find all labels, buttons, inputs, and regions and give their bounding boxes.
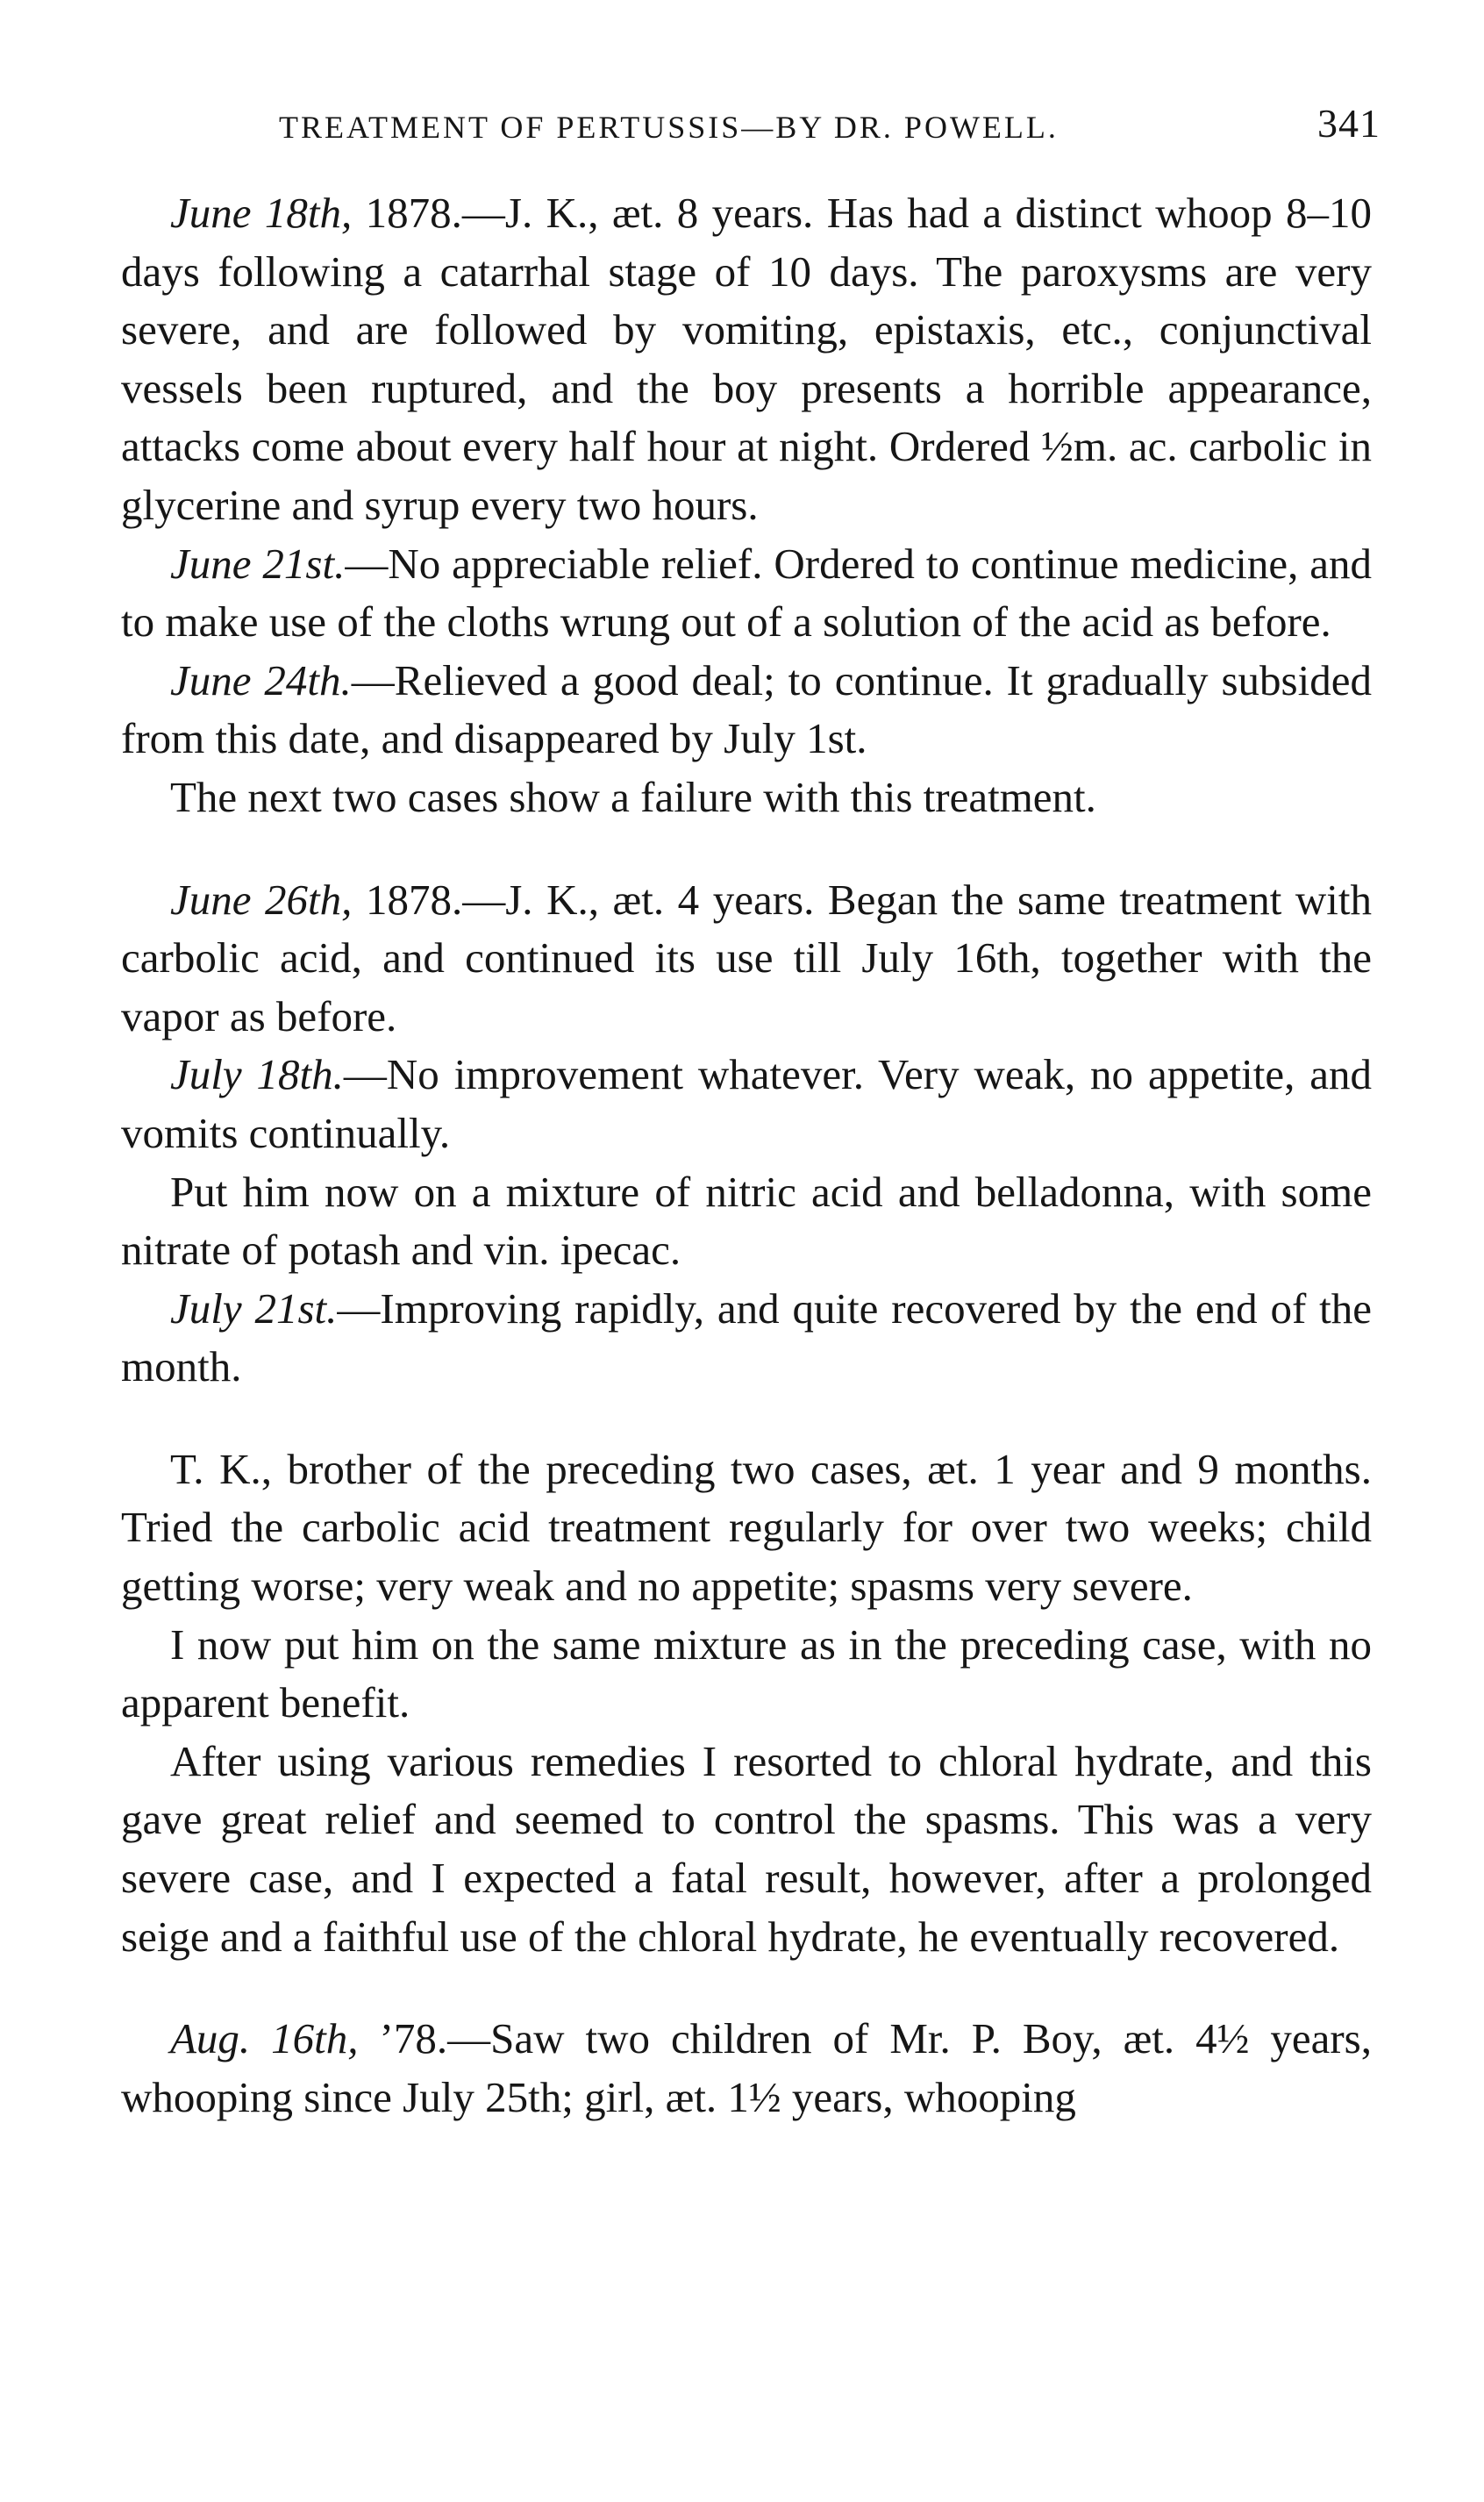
entry-text: —Relieved a good deal; to continue. It gradually subsided from this date, and disappeared by July 1st. [121, 655, 1372, 763]
entry-text: —No appreciable relief. Ordered to continue medicine, and to make use of the cloths wrung out of a solution of the acid as before. [121, 539, 1372, 647]
running-title: TREATMENT OF PERTUSSIS—BY DR. POWELL. [279, 110, 1059, 145]
entry-text: I now put him on the same mixture as in the preceding case, with no apparent benefit. [121, 1619, 1372, 1727]
entry-date: June 26th, [170, 875, 353, 924]
entry-text: 1878.—J. K., æt. 4 years. Began the same treatment with carbolic acid, and continued its use till July 16th, together with the vapor as before. [121, 875, 1372, 1040]
page-header [119, 98, 1382, 160]
paragraph-case-1-june-21 [121, 535, 1372, 652]
page-number: 341 [1317, 101, 1381, 146]
entry-text: —No improvement whatever. Very weak, no appetite, and vomits continually. [121, 1050, 1372, 1157]
paragraph-case-2-mixture [121, 1163, 1372, 1280]
entry-text: After using various remedies I resorted to chloral hydrate, and this gave great relief and seemed to control the spasms. This was a very severe case, and I expected a fatal result, however, after a prolonged seige and a faithful use of the chloral hydrate, he eventually recovered. [121, 1736, 1372, 1961]
paragraph-case-1-june-18 [121, 184, 1372, 535]
paragraph-case-3-chloral [121, 1733, 1372, 1966]
entry-date: June 24th. [170, 655, 352, 704]
entry-text: T. K., brother of the preceding two cases, æt. 1 year and 9 months. Tried the carbolic acid treatment regularly for over two weeks; child getting worse; very weak and no appetite; spasms very severe. [121, 1444, 1372, 1611]
entry-date: July 18th. [170, 1050, 344, 1099]
paragraph-case-4-aug-16 [121, 2010, 1372, 2127]
entry-text: Put him now on a mixture of nitric acid and belladonna, with some nitrate of potash and vin. ipecac. [121, 1167, 1372, 1275]
entry-text: The next two cases show a failure with this treatment. [170, 772, 1096, 821]
paragraph-case-3-tk [121, 1440, 1372, 1616]
entry-text: 1878.—J. K., æt. 8 years. Has had a distinct whoop 8–10 days following a catarrhal stage of 10 days. The paroxysms are very severe, and are followed by vomiting, epistaxis, etc., conjunctival vessels been ruptured, and the boy presents a horrible appearance, attacks come about every half hour at night. Ordered ½m. ac. carbolic in glycerine and syrup every two hours. [121, 189, 1372, 529]
entry-date: June 21st. [170, 539, 346, 588]
body-text [121, 184, 1372, 2127]
paragraph-case-3-mixture [121, 1616, 1372, 1733]
entry-date: July 21st. [170, 1283, 338, 1333]
paragraph-case-2-july-18 [121, 1046, 1372, 1162]
paragraph-transition [121, 768, 1372, 827]
entry-date: June 18th, [170, 189, 353, 237]
paragraph-case-1-june-24 [121, 652, 1372, 768]
paragraph-case-2-june-26 [121, 871, 1372, 1047]
entry-text: ’78.—Saw two children of Mr. P. Boy, æt. 4½ years, whooping since July 25th; girl, æt. 1½ years, whooping [121, 2014, 1373, 2121]
entry-text: —Improving rapidly, and quite recovered by the end of the month. [121, 1283, 1372, 1391]
paragraph-case-2-july-21 [121, 1280, 1372, 1397]
entry-date: Aug. 16th, [170, 2014, 359, 2063]
